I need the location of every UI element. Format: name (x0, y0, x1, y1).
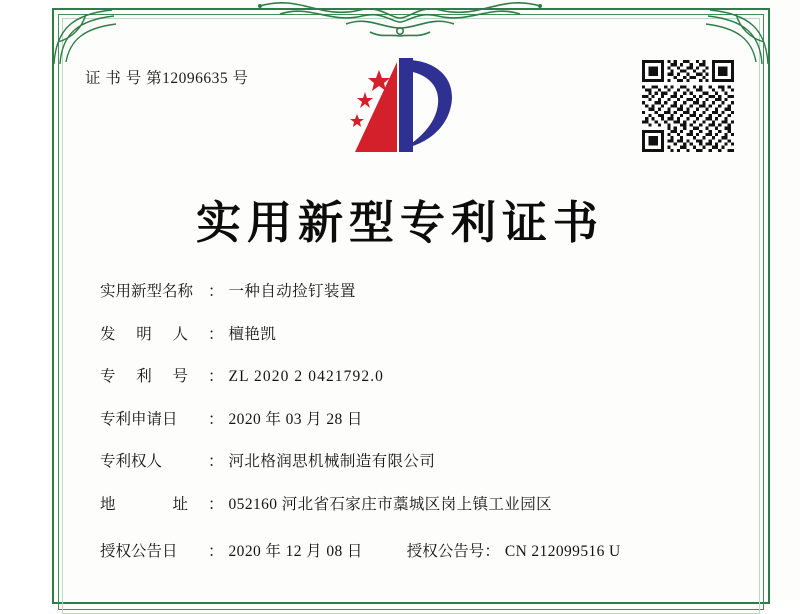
field-patent-number (100, 368, 730, 387)
field-colon: ： (208, 453, 224, 471)
grant-date-label: 授权公告日 (100, 542, 178, 560)
field-value: 一种自动捡钉装置 (228, 283, 356, 300)
field-utility-model-name (100, 283, 730, 302)
field-label: 发明人 (100, 325, 188, 343)
grant-number-label: 授权公告号 (406, 542, 485, 560)
cnipa-patent-logo-icon (339, 52, 469, 162)
field-grant-info-row (100, 539, 730, 561)
field-list (100, 283, 730, 561)
field-colon: ： (208, 410, 224, 428)
field-colon: ： (208, 368, 224, 386)
page-title: 实用新型专利证书 (195, 198, 604, 248)
qr-code-icon (642, 60, 734, 152)
field-label: 专利申请日 (100, 410, 178, 428)
field-colon: ： (208, 283, 224, 300)
field-value: 2020 年 03 月 28 日 (228, 410, 363, 428)
field-value: 052160 河北省石家庄市藁城区岗上镇工业园区 (228, 495, 552, 513)
field-label: 地址 (100, 495, 188, 513)
field-patentee (100, 453, 730, 472)
field-label: 专利号 (100, 368, 188, 386)
field-label: 实用新型名称 (100, 283, 194, 300)
grant-number-value: CN 212099516 U (504, 542, 621, 560)
field-colon: ： (484, 542, 500, 560)
field-colon: ： (208, 542, 224, 560)
field-value: 河北格润思机械制造有限公司 (228, 453, 436, 471)
certificate-number: 证 书 号 第12096635 号 (85, 70, 249, 87)
field-colon: ： (208, 325, 224, 343)
ornament-flourish-icon (250, 0, 550, 42)
field-inventor (100, 326, 730, 345)
field-label: 专利权人 (100, 453, 163, 471)
grant-date-value: 2020 年 12 月 08 日 (228, 542, 363, 560)
ornament-corner-top-right-icon (700, 8, 770, 66)
page-left-margin (0, 0, 52, 600)
field-address (100, 496, 730, 515)
field-colon: ： (208, 495, 224, 513)
field-value: ZL 2020 2 0421792.0 (228, 368, 385, 386)
ornament-corner-top-left-icon (52, 8, 122, 66)
grant-number-group (407, 539, 621, 561)
field-value: 檀艳凯 (228, 325, 277, 343)
field-application-date (100, 411, 730, 430)
